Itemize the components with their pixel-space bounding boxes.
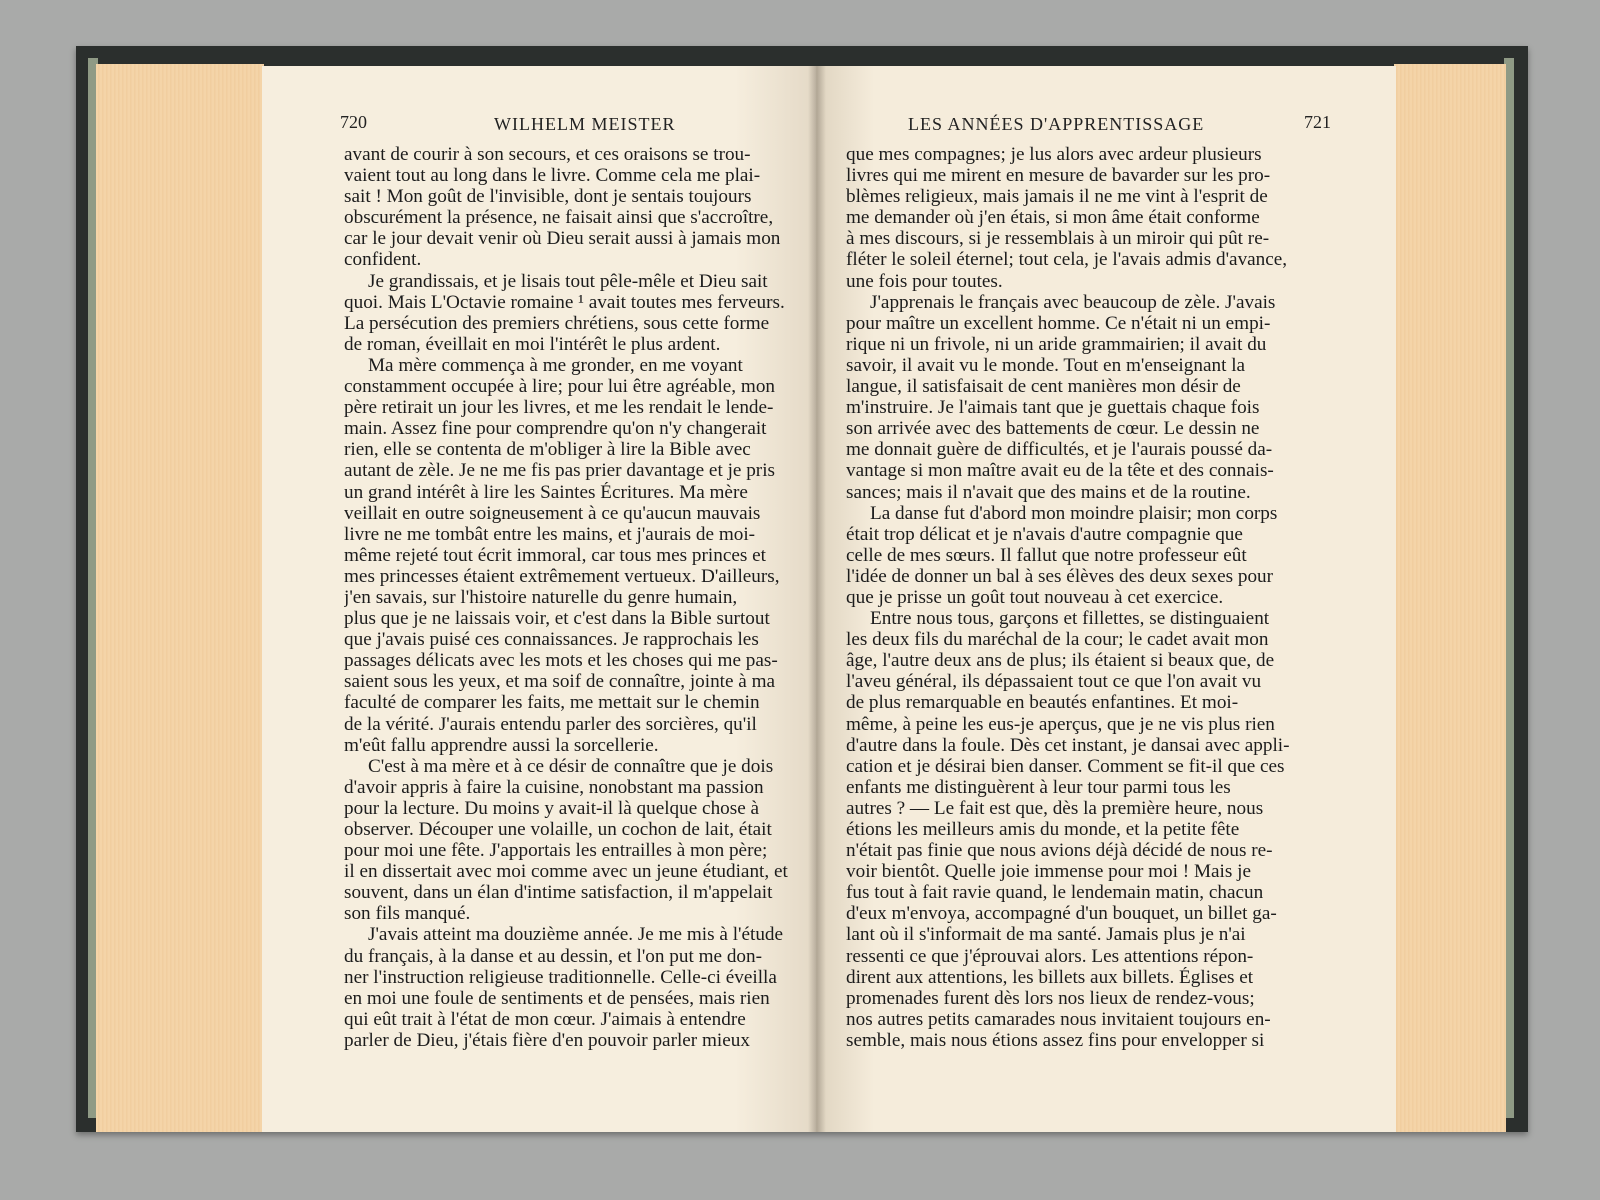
- text-line: l'idée de donner un bal à ses élèves des deux sexes pour: [846, 565, 1274, 587]
- text-line: confident.: [344, 249, 422, 271]
- text-line: savoir, il avait vu le monde. Tout en m'enseignant la: [846, 354, 1246, 376]
- text-line: m'eût fallu apprendre aussi la sorcellerie.: [344, 734, 659, 756]
- text-line: sances; mais il n'avait que des mains et de la routine.: [846, 481, 1251, 503]
- text-line: promenades furent dès lors nos lieux de rendez-vous;: [846, 987, 1255, 1009]
- text-line: dirent aux attentions, les billets aux billets. Églises et: [846, 966, 1254, 988]
- text-line: saient sous les yeux, et ma soif de connaître, jointe à ma: [344, 671, 776, 693]
- text-line: il en dissertait avec moi comme avec un jeune étudiant, et: [344, 861, 788, 883]
- text-line: en moi une foule de sentiments et de pensées, mais rien: [344, 987, 770, 1009]
- text-line: obscurément la présence, ne faisait ainsi que s'accroître,: [344, 207, 774, 229]
- text-line: même rejeté tout écrit immoral, car tous mes princes et: [344, 544, 766, 566]
- text-line: langue, il satisfaisait de cent manières mon désir de: [846, 376, 1241, 398]
- text-line: m'instruire. Je l'aimais tant que je guettais chaque fois: [846, 397, 1260, 419]
- text-line: faculté de comparer les faits, me mettait sur le chemin: [344, 692, 760, 714]
- text-line: son arrivée avec des battements de cœur. Le dessin ne: [846, 418, 1260, 440]
- text-line: les deux fils du maréchal de la cour; le cadet avait mon: [846, 629, 1269, 651]
- text-line: ner l'instruction religieuse traditionnelle. Celle-ci éveilla: [344, 966, 777, 988]
- text-line: de la vérité. J'aurais entendu parler des sorcières, qu'il: [344, 713, 757, 735]
- text-line: constamment occupée à lire; pour lui être agréable, mon: [344, 376, 776, 398]
- text-line: que mes compagnes; je lus alors avec ardeur plusieurs: [846, 144, 1262, 165]
- text-line: veillait en outre soigneusement à ce qu'aucun mauvais: [344, 502, 761, 524]
- text-line: pour maître un excellent homme. Ce n'était ni un empi-: [846, 312, 1271, 334]
- text-line: vaient tout au long dans le livre. Comme cela me plai-: [344, 165, 761, 187]
- text-line: lant où il s'informait de ma santé. Jamais plus je n'ai: [846, 924, 1246, 946]
- text-line: d'avoir appris à faire la cuisine, nonobstant ma passion: [344, 776, 764, 798]
- text-line: une fois pour toutes.: [846, 270, 1003, 292]
- page-edges-left: [96, 64, 264, 1132]
- text-line: âge, l'autre deux ans de plus; ils étaient si beaux que, de: [846, 650, 1275, 672]
- right-page: [816, 66, 1396, 1132]
- text-line: que je prisse un goût tout nouveau à cet exercice.: [846, 586, 1224, 608]
- text-line: l'aveu général, ils dépassaient tout ce que l'on avait vu: [846, 671, 1262, 693]
- text-line: un grand intérêt à lire les Saintes Écritures. Ma mère: [344, 481, 748, 503]
- text-line: celle de mes sœurs. Il fallut que notre professeur eût: [846, 544, 1247, 566]
- text-line: car le jour devait venir où Dieu serait aussi à jamais mon: [344, 228, 781, 250]
- text-line: fléter le soleil éternel; tout cela, je l'avais admis d'avance,: [846, 249, 1288, 271]
- text-line: livre ne me tombât entre les mains, et j'aurais de moi-: [344, 523, 756, 545]
- text-line: semble, mais nous étions assez fins pour envelopper si: [846, 1029, 1265, 1051]
- text-line: me demander où j'en étais, si mon âme était conforme: [846, 207, 1260, 229]
- text-line: de plus remarquable en beautés enfantines. Et moi-: [846, 692, 1239, 714]
- text-line: Ma mère commença à me gronder, en me voyant: [368, 354, 743, 376]
- text-line: C'est à ma mère et à ce désir de connaître que je dois: [368, 755, 774, 777]
- text-line: mes princesses étaient extrêmement vertueux. D'ailleurs,: [344, 565, 780, 587]
- text-line: père retirait un jour les livres, et me les rendait le lende-: [344, 397, 774, 419]
- text-line: enfants me distinguèrent à leur tour parmi tous les: [846, 776, 1231, 798]
- text-line: qui eût trait à l'état de mon cœur. J'aimais à entendre: [344, 1008, 746, 1030]
- text-line: plus que je ne laissais voir, et c'est dans la Bible surtout: [344, 608, 770, 630]
- text-line: vantage si mon maître avait eu de la tête et des connais-: [846, 460, 1274, 482]
- text-line: Entre nous tous, garçons et fillettes, se distinguaient: [870, 608, 1270, 630]
- text-line: voir bientôt. Quelle joie immense pour moi ! Mais je: [846, 861, 1251, 883]
- text-line: d'autre dans la foule. Dès cet instant, je dansai avec appli-: [846, 734, 1290, 756]
- page-number: 721: [1304, 112, 1331, 132]
- text-line: autant de zèle. Je ne me fis pas prier davantage et je pris: [344, 460, 775, 482]
- text-line: autres ? — Le fait est que, dès la première heure, nous: [846, 797, 1264, 819]
- running-head: WILHELM MEISTER: [494, 114, 676, 134]
- text-line: à mes discours, si je ressemblais à un miroir qui pût re-: [846, 228, 1270, 250]
- page-text: [344, 144, 806, 1051]
- text-line: étions les meilleurs amis du monde, et la petite fête: [846, 819, 1240, 840]
- text-line: J'avais atteint ma douzième année. Je me mis à l'étude: [368, 924, 784, 946]
- text-line: J'apprenais le français avec beaucoup de zèle. J'avais: [870, 291, 1276, 313]
- text-line: observer. Découper une volaille, un cochon de lait, était: [344, 819, 772, 840]
- text-line: ressenti ce que j'éprouvai alors. Les attentions répon-: [846, 945, 1254, 967]
- text-line: rique ni un frivole, ni un aride grammairien; il avait du: [846, 333, 1267, 355]
- text-line: La danse fut d'abord mon moindre plaisir; mon corps: [870, 502, 1278, 524]
- left-page: [262, 66, 818, 1132]
- text-line: quoi. Mais L'Octavie romaine ¹ avait toutes mes ferveurs.: [344, 291, 785, 313]
- text-line: n'était pas finie que nous avions déjà décidé de nous re-: [846, 840, 1273, 862]
- text-line: j'en savais, sur l'histoire naturelle du genre humain,: [344, 586, 738, 608]
- text-line: du français, à la danse et au dessin, et l'on put me don-: [344, 945, 762, 967]
- page-edges-right: [1394, 64, 1506, 1132]
- text-line: rien, elle se contenta de m'obliger à lire la Bible avec: [344, 439, 751, 461]
- text-line: fus tout à fait ravie quand, le lendemain matin, chacun: [846, 882, 1264, 904]
- text-line: sait ! Mon goût de l'invisible, dont je sentais toujours: [344, 186, 752, 208]
- text-line: main. Assez fine pour comprendre qu'on n'y changerait: [344, 418, 767, 440]
- text-line: passages délicats avec les mots et les choses qui me pas-: [344, 650, 778, 672]
- page-text: [846, 144, 1350, 1051]
- text-line: cation et je désirai bien danser. Comment se fit-il que ces: [846, 755, 1285, 777]
- text-line: pour la lecture. Du moins y avait-il là quelque chose à: [344, 797, 760, 819]
- text-line: blèmes religieux, mais jamais il ne me vint à l'esprit de: [846, 186, 1268, 208]
- text-line: avant de courir à son secours, et ces oraisons se trou-: [344, 144, 751, 165]
- page-number: 720: [340, 112, 367, 132]
- text-line: d'eux m'envoya, accompagné d'un bouquet, un billet ga-: [846, 903, 1277, 925]
- text-line: parler de Dieu, j'étais fière d'en pouvoir parler mieux: [344, 1029, 750, 1051]
- text-line: pour moi une fête. J'apportais les entrailles à mon père;: [344, 840, 768, 862]
- text-line: livres qui me mirent en mesure de bavarder sur les pro-: [846, 165, 1271, 187]
- text-line: que j'avais puisé ces connaissances. Je rapprochais les: [344, 629, 759, 651]
- text-line: était trop délicat et je n'avais d'autre compagnie que: [846, 523, 1243, 545]
- text-line: son fils manqué.: [344, 903, 471, 925]
- text-line: me donnait guère de difficultés, et je l'aurais poussé da-: [846, 439, 1273, 461]
- text-line: La persécution des premiers chrétiens, sous cette forme: [344, 312, 770, 334]
- text-line: même, à peine les eus-je aperçus, que je ne vis plus rien: [846, 713, 1275, 735]
- text-line: nos autres petits camarades nous invitaient toujours en-: [846, 1008, 1271, 1030]
- running-head: LES ANNÉES D'APPRENTISSAGE: [908, 114, 1205, 134]
- text-line: souvent, dans un élan d'intime satisfaction, il m'appelait: [344, 882, 773, 904]
- text-line: de roman, éveillait en moi l'intérêt le plus ardent.: [344, 333, 721, 355]
- book-gutter: [808, 66, 826, 1132]
- text-line: Je grandissais, et je lisais tout pêle-mêle et Dieu sait: [368, 270, 768, 292]
